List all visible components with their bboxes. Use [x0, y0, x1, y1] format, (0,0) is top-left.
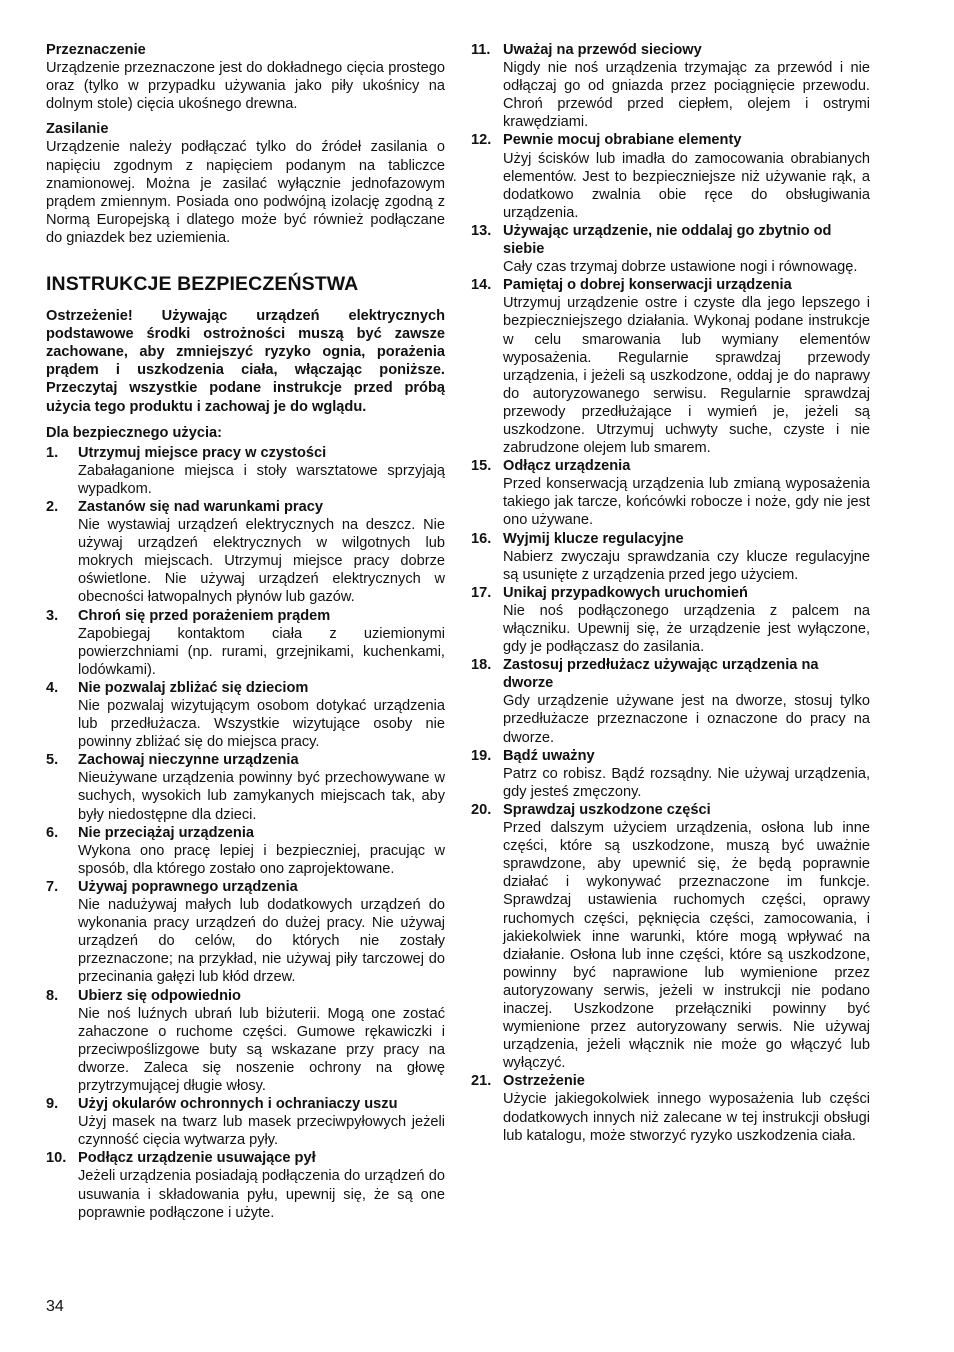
instruction-item-5	[46, 751, 445, 823]
item-number: 14.	[471, 277, 492, 294]
page-number: 34	[46, 1298, 64, 1315]
item-text: Nieużywane urządzenia powinny być przechowywane w suchych, wysokich lub zamykanych miejscach tak, aby były niedostępne dla dzieci.	[78, 770, 445, 823]
instruction-item-3	[46, 607, 445, 679]
item-number: 12.	[471, 132, 492, 149]
item-number: 3.	[46, 607, 59, 624]
item-title: Pamiętaj o dobrej konserwacji urządzenia	[503, 277, 792, 294]
item-number: 5.	[46, 752, 59, 769]
item-text: Nabierz zwyczaju sprawdzania czy klucze regulacyjne są usunięte z urządzenia przed jego użyciem.	[503, 548, 870, 583]
item-title: Pewnie mocuj obrabiane elementy	[503, 132, 742, 149]
section-title-przeznaczenie: Przeznaczenie	[46, 42, 146, 58]
item-text: Użycie jakiegokolwiek innego wyposażenia lub części dodatkowych innych niż zalecane w tej instrukcji obsługi lub katalogu, może stworzyć ryzyko uszkodzenia ciała.	[503, 1091, 870, 1144]
item-text: Cały czas trzymaj dobrze ustawione nogi i równowagę.	[503, 259, 858, 276]
item-number: 7.	[46, 878, 59, 895]
item-number: 21.	[471, 1073, 492, 1090]
item-text: Użyj ścisków lub imadła do zamocowania obrabianych elementów. Jest to bezpieczniejsze niż używanie rąk, a dodatkowo zwalnia obie ręce do obsługiwania urządzenia.	[503, 150, 870, 221]
item-title: Bądź uważny	[503, 747, 595, 764]
section-text-przeznaczenie: Urządzenie przeznaczone jest do dokładnego cięcia prostego oraz (tylko w przypadku używania jako piły ukośnicy na dolnym stole) cięcia ukośnego drewna.	[46, 60, 445, 113]
item-text: Przed dalszym użyciem urządzenia, osłona lub inne części, które są uszkodzone, muszą być uważnie sprawdzone, aby upewnić się, że będą poprawnie działać i wykonywać przeznaczone im funkcje. Sprawdzaj ustawienia ruchomych części, oprawy ruchomych części, pęknięcia części, zamocowania, i jakiekolwiek inne warunki, które mogą wpływać na działanie. Osłona lub inne części, które są uszkodzone, powinny być naprawione lub wymienione przez autoryzowany serwis, jeżeli w instrukcji nie podano inaczej. Uszkodzone przełączniki powinny być wymienione przez autoryzowany serwis. Nie używaj urządzenia, jeżeli włącznik nie może go włączyć lub wyłączyć.	[503, 820, 870, 1072]
item-text: Gdy urządzenie używane jest na dworze, stosuj tylko przedłużacze przeznaczone i oznaczone do pracy na dworze.	[503, 693, 870, 746]
item-title: Zachowaj nieczynne urządzenia	[78, 752, 299, 769]
item-text: Nie noś podłączonego urządzenia z palcem na włączniku. Upewnij się, że urządzenie jest wyłączone, gdy je podłączasz do zasilania.	[503, 602, 870, 656]
item-number: 18.	[471, 657, 492, 674]
item-title: Uważaj na przewód sieciowy	[503, 42, 702, 58]
item-number: 13.	[471, 222, 492, 239]
instruction-item-12	[471, 131, 870, 221]
instruction-item-17	[471, 584, 870, 656]
item-title: Odłącz urządzenia	[503, 458, 631, 475]
item-number: 11.	[471, 42, 491, 58]
safety-heading: INSTRUKCJE BEZPIECZEŃSTWA	[46, 273, 359, 296]
item-text: Wykona ono pracę lepiej i bezpieczniej, pracując w sposób, dla którego zostało ono zaprojektowane.	[78, 842, 445, 877]
item-text: Nie wystawiaj urządzeń elektrycznych na deszcz. Nie używaj urządzeń elektrycznych w wilgotnych lub mokrych miejscach. Utrzymuj miejsce pracy dobrze oświetlone. Nie używaj urządzeń elektrycznych w obecności łatwopalnych płynów lub gazów.	[78, 517, 445, 606]
instruction-item-6	[46, 824, 445, 878]
item-title: Nie pozwalaj zbliżać się dzieciom	[78, 679, 309, 696]
item-number: 9.	[46, 1096, 59, 1113]
item-number: 8.	[46, 987, 59, 1004]
item-text: Nie noś luźnych ubrań lub biżuterii. Mogą one zostać zahaczone o ruchome części. Gumowe rękawiczki i przeciwpoślizgowe buty są wskazane przy pracy na dworze. Zaleca się noszenie ochrony na głowę przytrzymującej długie włosy.	[78, 1005, 445, 1094]
instruction-item-9	[46, 1095, 445, 1149]
item-number: 15.	[471, 458, 492, 475]
item-title: Zastosuj przedłużacz używając urządzenia na dworze	[503, 657, 819, 692]
item-text: Przed konserwacją urządzenia lub zmianą wyposażenia takiego jak tarcze, końcówki robocze i noże, gdy nie jest ono używane.	[503, 476, 870, 529]
instruction-item-19	[471, 747, 870, 801]
section-text-zasilanie: Urządzenie należy podłączać tylko do źródeł zasilania o napięciu zgodnym z napięciem podanym na tabliczce znamionowej. Można je zasilać wyłącznie jednofazowym prądem zmiennym. Posiada ono podwójną izolację zgodną z Normą Europejską i dlatego może być również podłączane do gniazdek bez uziemienia.	[46, 139, 445, 246]
item-title: Podłącz urządzenie usuwające pył	[78, 1150, 316, 1167]
right-column	[471, 41, 870, 1145]
instruction-item-7	[46, 878, 445, 987]
instruction-item-13	[471, 222, 870, 276]
item-title: Sprawdzaj uszkodzone części	[503, 801, 711, 818]
item-number: 6.	[46, 824, 59, 841]
item-title: Zastanów się nad warunkami pracy	[78, 498, 323, 515]
item-text: Nie nadużywaj małych lub dodatkowych urządzeń do wykonania pracy urządzeń do dużej pracy. Nie używaj urządzeń do celów, do których nie zostały przeznaczone; na przykład, nie używaj piły tarczowej do przecinania gałęzi lub kłód drzew.	[78, 897, 445, 986]
item-text: Nie pozwalaj wizytującym osobom dotykać urządzenia lub przedłużacza. Wszystkie wizytujące osoby nie powinny zbliżać się do miejsca pracy.	[78, 698, 445, 751]
item-text: Nigdy nie noś urządzenia trzymając za przewód i nie odłączaj go od gniazda przez pociągnięcie przewodu. Chroń przewód przed ciepłem, olejem i ostrymi krawędziami.	[503, 60, 870, 131]
item-text: Patrz co robisz. Bądź rozsądny. Nie używaj urządzenia, gdy jesteś zmęczony.	[503, 765, 870, 800]
instruction-item-14	[471, 276, 870, 457]
item-title: Ubierz się odpowiednio	[78, 987, 241, 1004]
item-number: 16.	[471, 530, 492, 547]
safety-warning: Ostrzeżenie! Używając urządzeń elektrycznych podstawowe środki ostrożności muszą być zawsze zachowane, aby zmniejszyć ryzyko ognia, porażenia prądem i uszkodzenia ciała, włączając poniższe. Przeczytaj wszystkie podane instrukcje przed próbą użycia tego produktu i zachowaj je do wglądu.	[46, 308, 445, 415]
item-text: Zapobiegaj kontaktom ciała z uziemionymi powierzchniami (np. rurami, grzejnikami, kuchenkami, lodówkami).	[78, 625, 445, 678]
for-safe-use-label: Dla bezpiecznego użycia:	[46, 424, 222, 441]
instruction-item-16	[471, 530, 870, 584]
item-title: Nie przeciążaj urządzenia	[78, 824, 255, 841]
instruction-item-21	[471, 1072, 870, 1144]
item-number: 1.	[46, 444, 59, 461]
item-text: Użyj masek na twarz lub masek przeciwpyłowych jeżeli czynność cięcia wytwarza pyły.	[78, 1114, 445, 1149]
item-number: 19.	[471, 747, 492, 764]
instruction-item-18	[471, 656, 870, 746]
item-title: Ostrzeżenie	[503, 1073, 585, 1090]
item-title: Unikaj przypadkowych uruchomień	[503, 584, 748, 601]
item-title: Używaj poprawnego urządzenia	[78, 878, 298, 895]
instruction-item-15	[471, 457, 870, 529]
item-number: 17.	[471, 584, 492, 601]
item-text: Jeżeli urządzenia posiadają podłączenia do urządzeń do usuwania i składowania pyłu, upewnij się, że są one poprawnie podłączone i użyte.	[78, 1168, 445, 1221]
item-number: 2.	[46, 498, 59, 515]
instruction-item-11	[471, 41, 870, 131]
item-title: Używając urządzenie, nie oddalaj go zbytnio od siebie	[503, 222, 832, 258]
instruction-item-1	[46, 444, 445, 498]
section-title-zasilanie: Zasilanie	[46, 121, 109, 138]
instruction-item-8	[46, 987, 445, 1096]
item-title: Utrzymuj miejsce pracy w czystości	[78, 444, 327, 461]
item-text: Zabałaganione miejsca i stoły warsztatowe sprzyjają wypadkom.	[78, 462, 445, 497]
item-number: 10.	[46, 1150, 67, 1167]
instruction-item-4	[46, 679, 445, 751]
item-number: 4.	[46, 679, 59, 696]
item-title: Wyjmij klucze regulacyjne	[503, 530, 684, 547]
item-title: Chroń się przed porażeniem prądem	[78, 607, 331, 624]
item-text: Utrzymuj urządzenie ostre i czyste dla jego lepszego i bezpieczniejszego działania. Wykonaj podane instrukcje w celu smarowania lub wymiany elementów wyposażenia. Regularnie sprawdzaj przewody urządzenia, i jeżeli są uszkodzone, oddaj je do naprawy do autoryzowanego serwisu. Regularnie sprawdzaj przewody przedłużające i wymień je, jeżeli są uszkodzone. Utrzymuj uchwyty suche, czyste i nie zabrudzone olejem lub smarem.	[503, 295, 870, 457]
instruction-list-right	[471, 41, 870, 1145]
instruction-item-10	[46, 1149, 445, 1221]
item-number: 20.	[471, 801, 492, 818]
instruction-item-20	[471, 801, 870, 1072]
left-column	[46, 41, 445, 1222]
instruction-list-left	[46, 444, 445, 1222]
instruction-item-2	[46, 498, 445, 607]
item-title: Użyj okularów ochronnych i ochraniaczy uszu	[78, 1096, 398, 1113]
